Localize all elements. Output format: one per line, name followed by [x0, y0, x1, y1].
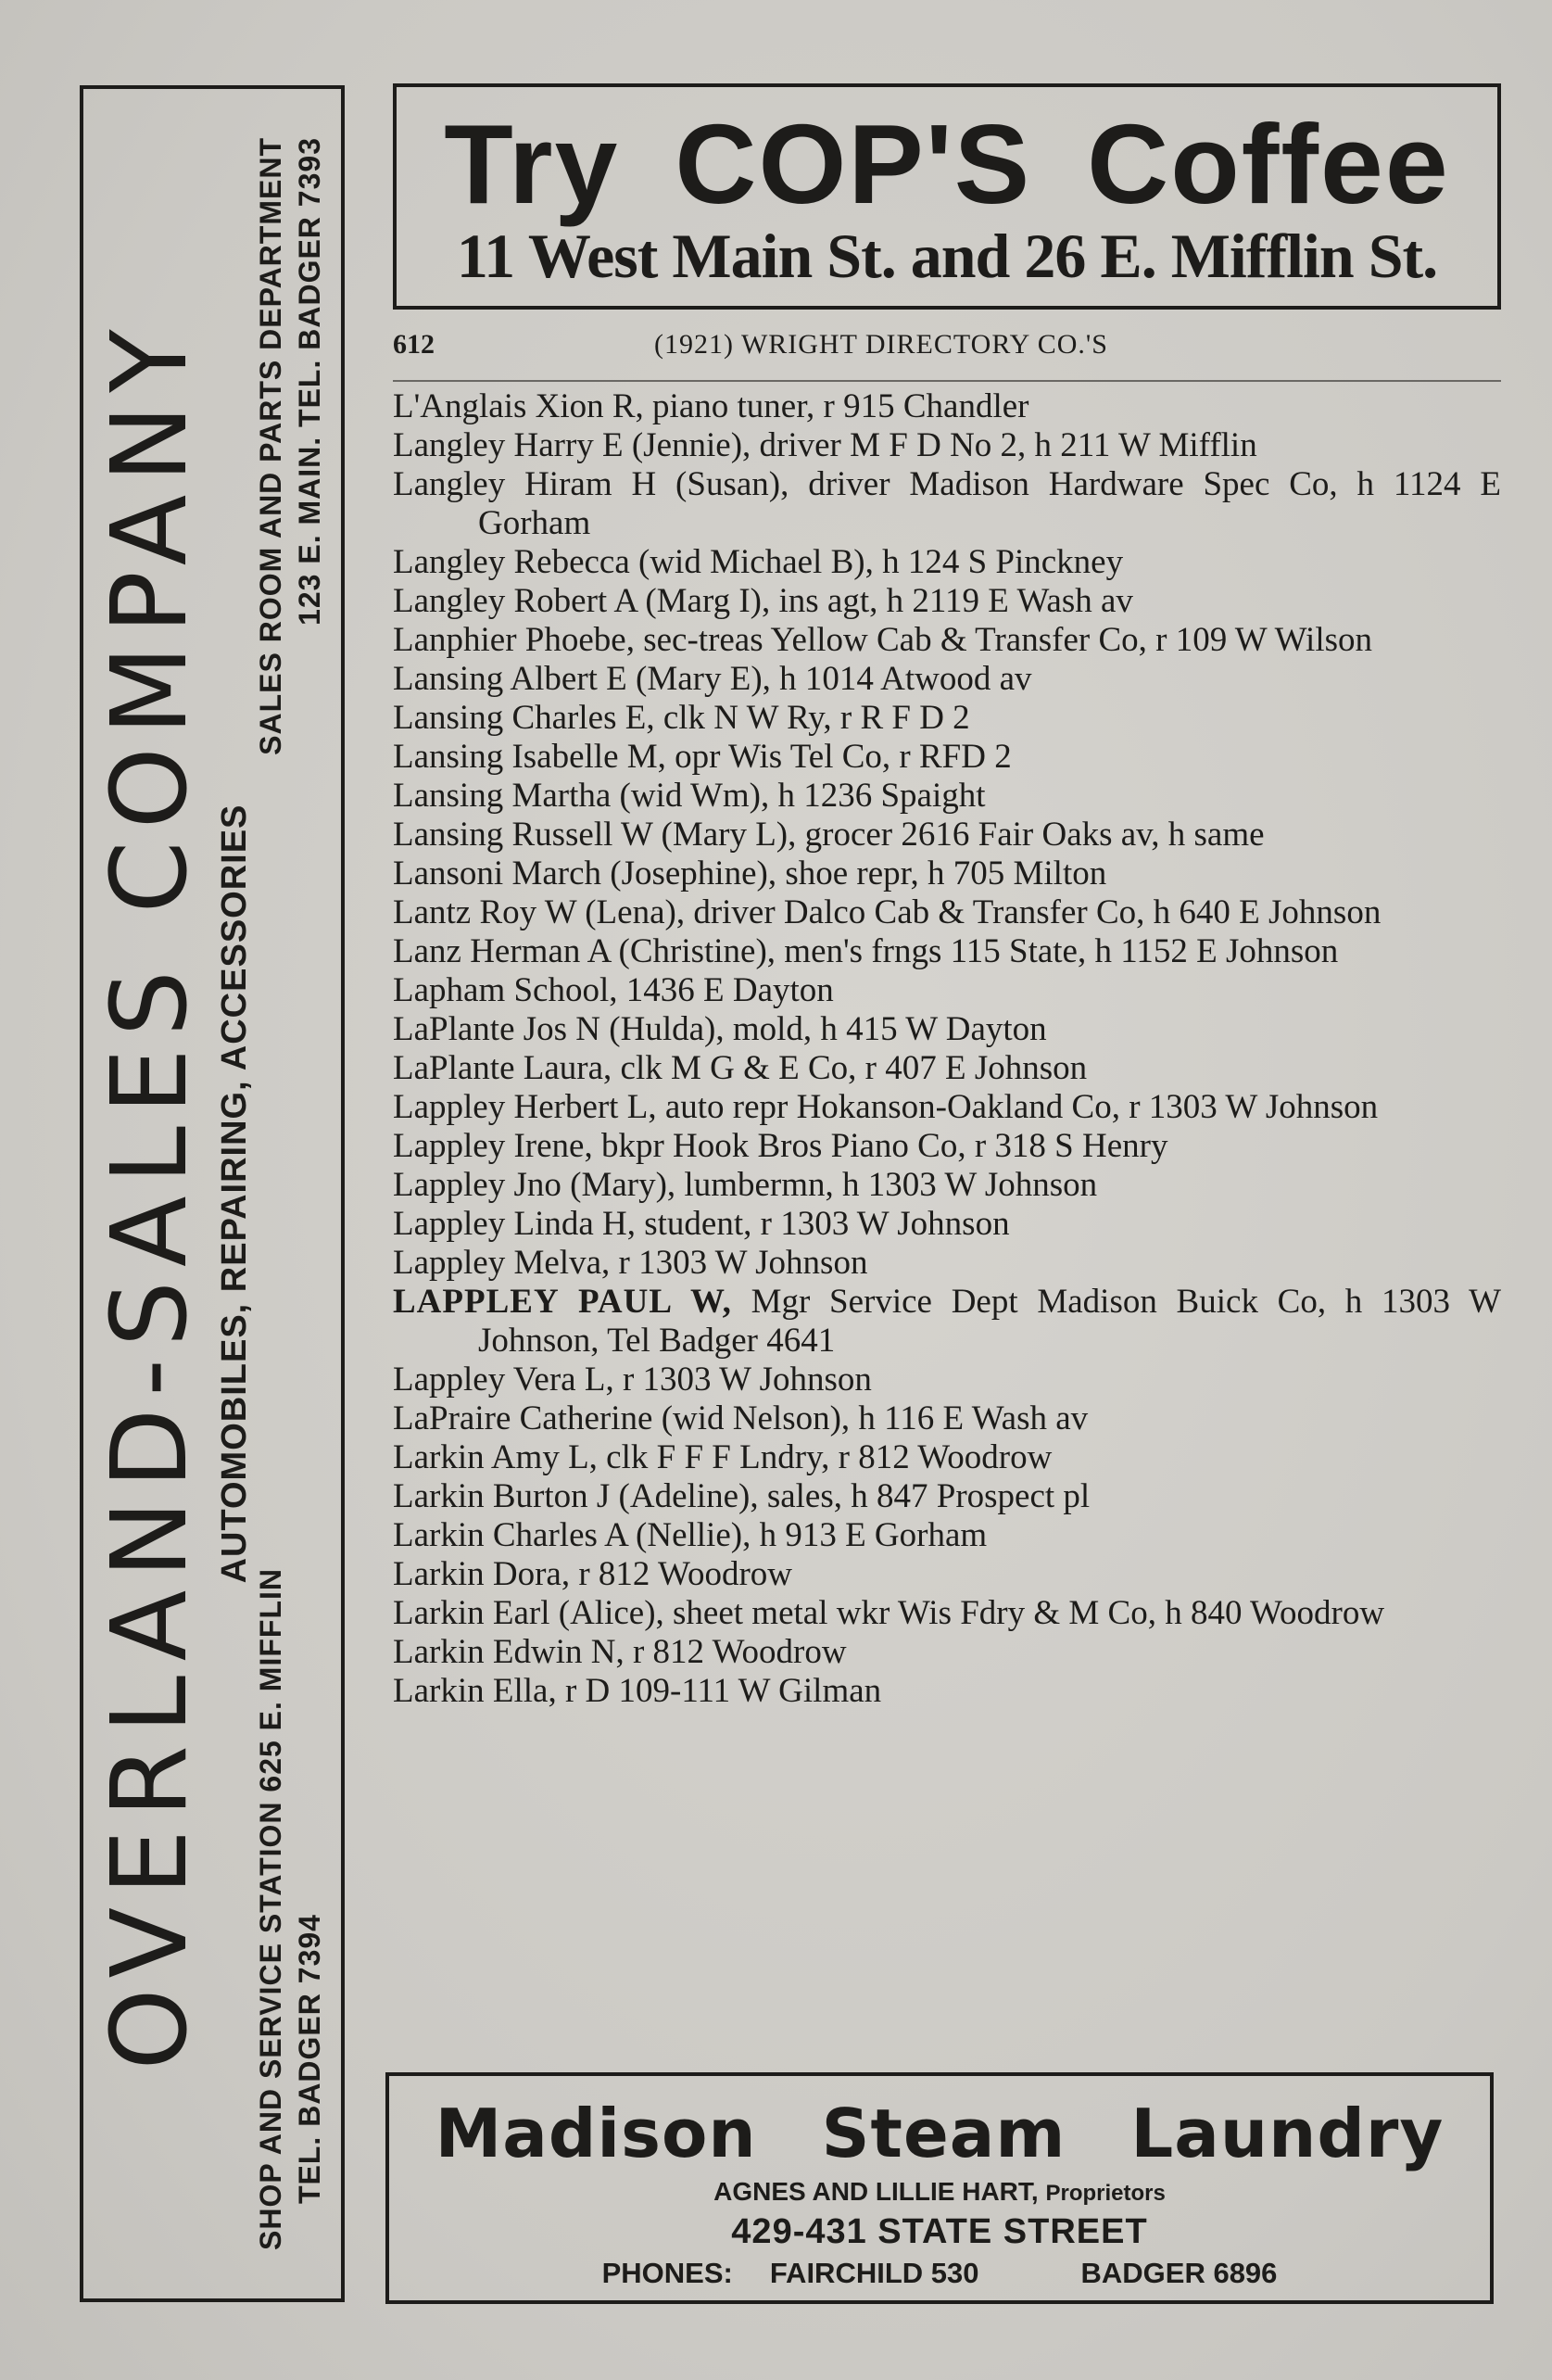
- directory-entry: Lansing Albert E (Mary E), h 1014 Atwood av: [393, 660, 1032, 698]
- featured-entry-name: LAPPLEY PAUL W,: [393, 1283, 732, 1321]
- directory-entry: Langley Harry E (Jennie), driver M F D No 2, h 211 W Mifflin: [393, 426, 1257, 464]
- directory-entry: Larkin Earl (Alice), sheet metal wkr Wis Fdry & M Co, h 840 Woodrow: [393, 1594, 1385, 1632]
- side-ad-services: AUTOMOBILES, REPAIRING, ACCESSORIES: [215, 804, 254, 1584]
- running-header: [393, 326, 1501, 363]
- directory-entry: Larkin Dora, r 812 Woodrow: [393, 1555, 792, 1593]
- bottom-ad-phone2: BADGER 6896: [1080, 2257, 1278, 2289]
- directory-entry: Lansing Martha (wid Wm), h 1236 Spaight: [393, 777, 986, 815]
- top-ad-word3: Coffee: [1087, 101, 1450, 227]
- bottom-ad-proprietors: [389, 2176, 1490, 2209]
- bottom-ad-headline: [389, 2095, 1490, 2172]
- top-advertisement: [393, 83, 1501, 310]
- top-ad-addresses: 11 West Main St. and 26 E. Mifflin St.: [456, 221, 1438, 291]
- header-title: (1921) WRIGHT DIRECTORY CO.'S: [654, 329, 1108, 360]
- directory-entry: Lansing Russell W (Mary L), grocer 2616 Fair Oaks av, h same: [393, 816, 1265, 854]
- directory-entry: Langley Hiram H (Susan), driver Madison Hardware Spec Co, h 1124 E Gorham: [393, 465, 1501, 542]
- directory-entry: Lappley Jno (Mary), lumbermn, h 1303 W Johnson: [393, 1166, 1098, 1204]
- directory-entry: Larkin Ella, r D 109-111 W Gilman: [393, 1672, 882, 1710]
- bottom-ad-address: 429-431 STATE STREET: [731, 2212, 1148, 2251]
- side-ad-station-line1: SHOP AND SERVICE STATION 625 E. MIFFLIN: [254, 1568, 287, 2250]
- directory-entry: Langley Rebecca (wid Michael B), h 124 S Pinckney: [393, 543, 1124, 581]
- directory-entry: Lanphier Phoebe, sec-treas Yellow Cab & Transfer Co, r 109 W Wilson: [393, 621, 1373, 659]
- directory-entry: Lapham School, 1436 E Dayton: [393, 971, 834, 1009]
- directory-entry: Langley Robert A (Marg I), ins agt, h 2119 E Wash av: [393, 582, 1133, 620]
- bottom-ad-phones-label: PHONES:: [601, 2257, 733, 2289]
- directory-entry: LaPraire Catherine (wid Nelson), h 116 E Wash av: [393, 1399, 1089, 1437]
- directory-listings: [393, 387, 1501, 1711]
- side-ad-sales-line2: 123 E. MAIN. TEL. BADGER 7393: [293, 137, 326, 626]
- side-advertisement-rotated: [87, 100, 337, 2287]
- bottom-ad-phones: [389, 2254, 1490, 2293]
- directory-entry: L'Anglais Xion R, piano tuner, r 915 Chandler: [393, 387, 1029, 425]
- side-advertisement: [80, 85, 345, 2302]
- directory-entry: Larkin Amy L, clk F F F Lndry, r 812 Woodrow: [393, 1438, 1053, 1476]
- bottom-advertisement: [385, 2072, 1494, 2304]
- top-ad-headline: [397, 101, 1497, 227]
- featured-entry-details: Mgr Service Dept Madison Buick Co, h 1303 W Johnson, Tel Badger 4641: [478, 1283, 1501, 1360]
- directory-entry: Lansing Isabelle M, opr Wis Tel Co, r RFD 2: [393, 738, 1012, 776]
- bottom-ad-word3: Laundry: [1130, 2095, 1445, 2172]
- directory-entry: Lappley Linda H, student, r 1303 W Johnson: [393, 1205, 1010, 1243]
- page-number: 612: [393, 329, 435, 360]
- directory-entry: Lanz Herman A (Christine), men's frngs 115 State, h 1152 E Johnson: [393, 932, 1339, 970]
- side-ad-sales-line1: SALES ROOM AND PARTS DEPARTMENT: [254, 137, 287, 755]
- side-ad-station-line2: TEL. BADGER 7394: [293, 1914, 326, 2204]
- directory-entry: Lansing Charles E, clk N W Ry, r R F D 2: [393, 699, 970, 737]
- directory-entry: LaPlante Laura, clk M G & E Co, r 407 E Johnson: [393, 1049, 1088, 1087]
- bottom-ad-phone1: FAIRCHILD 530: [769, 2257, 979, 2289]
- directory-entry: Lansoni March (Josephine), shoe repr, h 705 Milton: [393, 855, 1107, 892]
- directory-entry-featured: [393, 1283, 1501, 1361]
- bottom-ad-word1: Madison: [435, 2095, 757, 2172]
- top-ad-word2: COP'S: [675, 101, 1032, 227]
- directory-entry: Larkin Charles A (Nellie), h 913 E Gorham: [393, 1516, 988, 1554]
- directory-entry: Larkin Edwin N, r 812 Woodrow: [393, 1633, 847, 1671]
- bottom-ad-proprietor-names: AGNES AND LILLIE HART,: [713, 2177, 1039, 2206]
- directory-entry: Lappley Melva, r 1303 W Johnson: [393, 1244, 868, 1282]
- top-ad-word1: Try: [444, 101, 620, 227]
- directory-entry: Lappley Herbert L, auto repr Hokanson-Oakland Co, r 1303 W Johnson: [393, 1088, 1379, 1126]
- bottom-ad-word2: Steam: [821, 2095, 1066, 2172]
- directory-entry: Lappley Irene, bkpr Hook Bros Piano Co, r 318 S Henry: [393, 1127, 1168, 1165]
- side-ad-company-name: OVERLAND-SALES COMPANY: [90, 317, 210, 2070]
- header-rule: [393, 380, 1501, 382]
- directory-entry: Lappley Vera L, r 1303 W Johnson: [393, 1361, 872, 1399]
- bottom-ad-proprietors-label: Proprietors: [1045, 2181, 1166, 2206]
- directory-entry: Larkin Burton J (Adeline), sales, h 847 Prospect pl: [393, 1477, 1091, 1515]
- directory-entry: LaPlante Jos N (Hulda), mold, h 415 W Dayton: [393, 1010, 1047, 1048]
- directory-entry: Lantz Roy W (Lena), driver Dalco Cab & Transfer Co, h 640 E Johnson: [393, 893, 1382, 931]
